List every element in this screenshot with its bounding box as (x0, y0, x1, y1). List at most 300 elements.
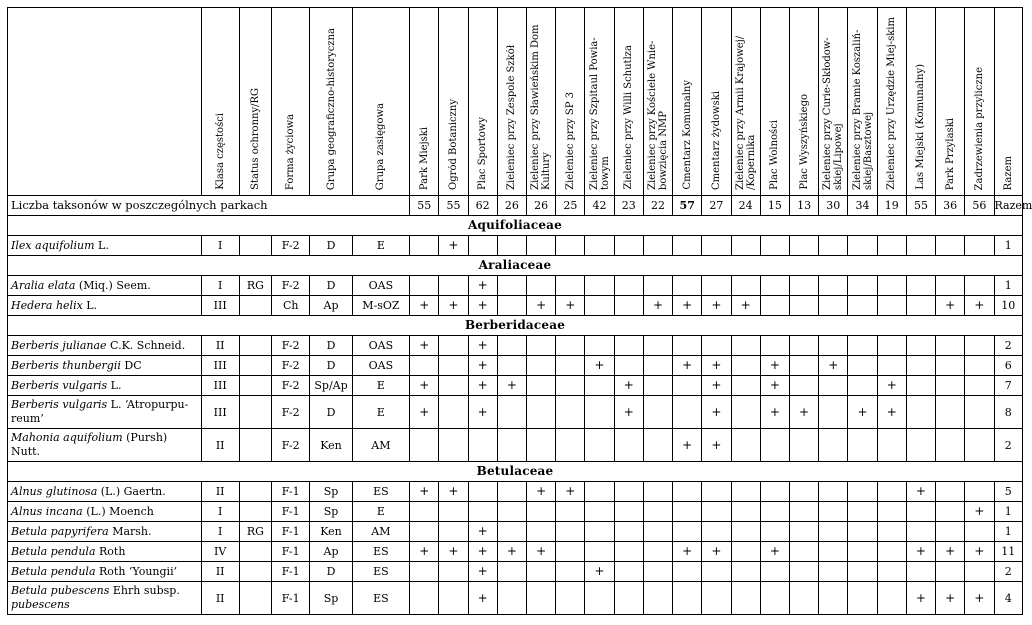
presence-cell (848, 236, 877, 256)
species-author: Roth ‘Youngii’ (95, 564, 178, 578)
grupa-zas-cell: E (352, 502, 409, 522)
presence-cell: + (439, 542, 468, 562)
presence-cell (731, 376, 760, 396)
presence-cell (585, 336, 614, 356)
presence-cell: + (468, 296, 497, 316)
presence-cell (848, 542, 877, 562)
presence-cell (556, 502, 585, 522)
presence-cell: + (410, 542, 439, 562)
column-header-label: Park Przylaski (944, 117, 956, 190)
forma-cell: F-2 (272, 236, 310, 256)
presence-cell: + (877, 396, 906, 429)
presence-cell (965, 376, 994, 396)
column-header-label: Las Miejski (Komunalny) (915, 64, 927, 190)
species-name (8, 542, 202, 562)
column-header-label: Plac Wyszyńskiego (798, 94, 810, 190)
species-author: L. (82, 298, 98, 312)
presence-cell (643, 276, 672, 296)
presence-cell (556, 236, 585, 256)
presence-cell (965, 276, 994, 296)
presence-cell (906, 296, 935, 316)
presence-cell (965, 336, 994, 356)
grupa-zas-cell: ES (352, 582, 409, 615)
presence-cell (936, 429, 965, 462)
column-header-label: Plac Sportowy (477, 117, 489, 190)
presence-cell (527, 582, 556, 615)
column-header-label: Zieleniec przy Armii Krajowej/ /Kopernika (734, 35, 757, 190)
grupa-geo-cell: Ap (310, 296, 352, 316)
grupa-zas-cell: E (352, 236, 409, 256)
family-row (8, 462, 1023, 482)
species-latin-name-2: pubescens (11, 598, 70, 611)
total-cell: 10 (994, 296, 1023, 316)
presence-cell (614, 502, 643, 522)
species-author: (L.) Gaertn. (97, 484, 166, 498)
presence-cell (848, 296, 877, 316)
species-row (8, 502, 1023, 522)
species-latin-name: Betula pendula (11, 544, 96, 558)
presence-cell (439, 276, 468, 296)
presence-cell: + (468, 376, 497, 396)
presence-cell (673, 236, 702, 256)
grupa-geo-cell: D (310, 396, 352, 429)
presence-cell: + (556, 296, 585, 316)
presence-cell: + (673, 542, 702, 562)
total-cell: 2 (994, 562, 1023, 582)
status-cell (239, 336, 271, 356)
table-body (8, 196, 1032, 615)
presence-cell (643, 356, 672, 376)
column-header (936, 8, 965, 196)
grupa-geo-cell: D (310, 356, 352, 376)
presence-cell (731, 336, 760, 356)
presence-cell (643, 429, 672, 462)
presence-cell (643, 582, 672, 615)
presence-cell: + (760, 376, 789, 396)
presence-cell (760, 429, 789, 462)
presence-cell: + (410, 376, 439, 396)
column-header-label: Zieleniec przy Willi Schutlza (623, 45, 635, 190)
count-cell: 56 (965, 196, 994, 216)
presence-cell (702, 522, 731, 542)
count-cell: 23 (614, 196, 643, 216)
presence-cell (410, 356, 439, 376)
presence-cell (906, 502, 935, 522)
presence-cell (439, 396, 468, 429)
presence-cell (614, 582, 643, 615)
count-cell: 19 (877, 196, 906, 216)
species-author: Ehrh subsp. (109, 584, 180, 597)
presence-cell (643, 522, 672, 542)
presence-cell (789, 542, 818, 562)
grupa-geo-cell: Sp (310, 482, 352, 502)
presence-cell (439, 336, 468, 356)
presence-cell (439, 356, 468, 376)
grupa-zas-cell: ES (352, 482, 409, 502)
presence-cell (585, 582, 614, 615)
column-header-label: Zieleniec przy Bramie Koszaliń-skiej/Basztowej (851, 29, 874, 190)
status-cell (239, 236, 271, 256)
grupa-geo-cell: D (310, 336, 352, 356)
column-header (239, 8, 271, 196)
presence-cell: + (497, 542, 526, 562)
presence-cell: + (410, 482, 439, 502)
presence-cell: + (848, 396, 877, 429)
presence-cell (819, 542, 848, 562)
species-name (8, 376, 202, 396)
presence-cell (819, 429, 848, 462)
klasa-cell: III (201, 296, 239, 316)
presence-cell: + (731, 296, 760, 316)
presence-cell (527, 502, 556, 522)
species-latin-name: Berberis vulgaris (11, 398, 108, 411)
species-row (8, 522, 1023, 542)
forma-cell: F-2 (272, 396, 310, 429)
presence-cell (497, 482, 526, 502)
family-row (8, 316, 1023, 336)
presence-cell (936, 336, 965, 356)
count-cell: 22 (643, 196, 672, 216)
presence-cell (556, 542, 585, 562)
grupa-zas-cell: OAS (352, 276, 409, 296)
presence-cell (877, 429, 906, 462)
presence-cell (556, 276, 585, 296)
presence-cell (527, 522, 556, 542)
species-row (8, 562, 1023, 582)
presence-cell (497, 296, 526, 316)
presence-cell: + (585, 356, 614, 376)
presence-cell (731, 482, 760, 502)
status-cell (239, 396, 271, 429)
presence-cell (877, 502, 906, 522)
presence-cell (556, 376, 585, 396)
presence-cell (497, 582, 526, 615)
presence-cell (673, 502, 702, 522)
species-latin-name: Alnus glutinosa (11, 484, 98, 498)
species-author: L. ‘Atropurpu-reum’ (11, 398, 189, 425)
total-cell: 4 (994, 582, 1023, 615)
presence-cell (439, 502, 468, 522)
presence-cell (643, 502, 672, 522)
column-header-label: Zieleniec przy Sławieńskim Dom Kultury (530, 24, 553, 190)
presence-cell (527, 276, 556, 296)
presence-cell (673, 376, 702, 396)
presence-cell: + (673, 356, 702, 376)
species-latin-name: Berberis vulgaris (11, 378, 108, 392)
presence-cell (614, 336, 643, 356)
presence-cell (614, 236, 643, 256)
presence-cell: + (643, 296, 672, 316)
presence-cell (614, 482, 643, 502)
presence-cell (906, 356, 935, 376)
species-latin-name: Betula papyrifera (11, 524, 109, 538)
column-header (819, 8, 848, 196)
column-header (497, 8, 526, 196)
presence-cell: + (936, 542, 965, 562)
presence-cell (760, 296, 789, 316)
species-author: Marsh. (108, 524, 152, 538)
presence-cell (819, 482, 848, 502)
species-name (8, 582, 202, 615)
status-cell: RG (239, 276, 271, 296)
column-header (994, 8, 1023, 196)
presence-cell (585, 236, 614, 256)
presence-cell: + (468, 336, 497, 356)
presence-cell (819, 562, 848, 582)
klasa-cell: II (201, 482, 239, 502)
species-row (8, 276, 1023, 296)
klasa-cell: II (201, 582, 239, 615)
count-cell: 42 (585, 196, 614, 216)
total-cell: 2 (994, 429, 1023, 462)
presence-cell (643, 376, 672, 396)
presence-cell (789, 276, 818, 296)
column-header-label: Ogród Botaniczny (447, 99, 459, 190)
total-cell: 6 (994, 356, 1023, 376)
presence-cell (702, 236, 731, 256)
column-header-label: Zieleniec przy Kościele Wnie-bowzięcia NMP (646, 40, 669, 190)
presence-cell (906, 376, 935, 396)
total-cell: 1 (994, 522, 1023, 542)
presence-cell (848, 376, 877, 396)
presence-cell: + (760, 396, 789, 429)
header-corner (8, 8, 202, 196)
klasa-cell: III (201, 356, 239, 376)
family-name: Aquifoliaceae (8, 216, 1023, 236)
presence-cell (468, 429, 497, 462)
column-header-label: Zieleniec przy Zespole Szkół (506, 45, 518, 190)
presence-cell (906, 522, 935, 542)
species-name (8, 429, 202, 462)
presence-cell (702, 582, 731, 615)
presence-cell (497, 356, 526, 376)
presence-cell (965, 562, 994, 582)
klasa-cell: II (201, 562, 239, 582)
presence-cell (877, 296, 906, 316)
column-header-label: Park Miejski (418, 126, 430, 190)
species-name (8, 276, 202, 296)
count-cell: 55 (906, 196, 935, 216)
presence-cell (731, 429, 760, 462)
presence-cell (877, 582, 906, 615)
grupa-zas-cell: OAS (352, 356, 409, 376)
presence-cell (410, 276, 439, 296)
species-author: DC (120, 358, 142, 372)
presence-cell (585, 429, 614, 462)
presence-cell (527, 356, 556, 376)
presence-cell (497, 396, 526, 429)
forma-cell: Ch (272, 296, 310, 316)
presence-cell (731, 396, 760, 429)
presence-cell (614, 522, 643, 542)
presence-cell (848, 562, 877, 582)
forma-cell: F-1 (272, 582, 310, 615)
presence-cell: + (585, 562, 614, 582)
grupa-zas-cell: OAS (352, 336, 409, 356)
status-cell (239, 356, 271, 376)
presence-cell (497, 522, 526, 542)
species-row (8, 236, 1023, 256)
presence-cell (439, 376, 468, 396)
species-name (8, 336, 202, 356)
presence-cell: + (965, 296, 994, 316)
klasa-cell: I (201, 276, 239, 296)
column-header (527, 8, 556, 196)
presence-cell (936, 396, 965, 429)
presence-cell (585, 296, 614, 316)
presence-cell (906, 276, 935, 296)
presence-cell (877, 522, 906, 542)
presence-cell: + (439, 482, 468, 502)
species-row (8, 482, 1023, 502)
klasa-cell: IV (201, 542, 239, 562)
count-cell: 62 (468, 196, 497, 216)
presence-cell (789, 429, 818, 462)
presence-cell (877, 236, 906, 256)
count-cell: 36 (936, 196, 965, 216)
family-name: Berberidaceae (8, 316, 1023, 336)
presence-cell (673, 336, 702, 356)
species-name (8, 396, 202, 429)
species-name (8, 296, 202, 316)
total-cell: 2 (994, 336, 1023, 356)
column-header (965, 8, 994, 196)
column-header-label: Klasa częstości (214, 113, 226, 190)
presence-cell (877, 356, 906, 376)
presence-cell (439, 522, 468, 542)
presence-cell (819, 296, 848, 316)
presence-cell: + (936, 582, 965, 615)
column-header (906, 8, 935, 196)
presence-cell (789, 236, 818, 256)
presence-cell: + (527, 296, 556, 316)
presence-cell (877, 542, 906, 562)
presence-cell (527, 236, 556, 256)
presence-cell (848, 582, 877, 615)
presence-cell (585, 376, 614, 396)
status-cell (239, 562, 271, 582)
presence-cell: + (614, 376, 643, 396)
presence-cell (702, 482, 731, 502)
presence-cell: + (877, 376, 906, 396)
presence-cell: + (410, 396, 439, 429)
column-header (877, 8, 906, 196)
presence-cell: + (702, 429, 731, 462)
presence-cell (614, 276, 643, 296)
presence-cell (789, 562, 818, 582)
presence-cell (497, 236, 526, 256)
species-author: (Miq.) Seem. (75, 278, 151, 292)
column-header (760, 8, 789, 196)
presence-cell (906, 396, 935, 429)
family-row (8, 256, 1023, 276)
presence-cell (936, 236, 965, 256)
species-row (8, 356, 1023, 376)
presence-cell (936, 562, 965, 582)
count-cell: 26 (497, 196, 526, 216)
presence-cell (556, 429, 585, 462)
column-header-label: Zieleniec przy Urzędzie Miej-skim (886, 17, 898, 190)
presence-cell: + (468, 522, 497, 542)
species-author: C.K. Schneid. (106, 338, 186, 352)
presence-cell (585, 542, 614, 562)
presence-cell (527, 429, 556, 462)
species-author: (Pursh) Nutt. (11, 431, 168, 458)
presence-cell (614, 562, 643, 582)
forma-cell: F-1 (272, 482, 310, 502)
presence-cell: + (673, 296, 702, 316)
klasa-cell: I (201, 236, 239, 256)
presence-cell (643, 482, 672, 502)
presence-cell (614, 356, 643, 376)
count-cell: 25 (556, 196, 585, 216)
column-header (643, 8, 672, 196)
species-name (8, 522, 202, 542)
presence-cell (936, 276, 965, 296)
grupa-geo-cell: D (310, 562, 352, 582)
grupa-zas-cell: E (352, 396, 409, 429)
presence-cell: + (468, 582, 497, 615)
presence-cell (848, 429, 877, 462)
presence-cell (848, 356, 877, 376)
family-name: Betulaceae (8, 462, 1023, 482)
grupa-geo-cell: Sp/Ap (310, 376, 352, 396)
presence-cell (789, 336, 818, 356)
species-row (8, 296, 1023, 316)
presence-cell: + (527, 482, 556, 502)
status-cell (239, 296, 271, 316)
family-row (8, 216, 1023, 236)
count-cell: 57 (673, 196, 702, 216)
presence-cell (497, 336, 526, 356)
presence-cell (527, 562, 556, 582)
count-cell: 26 (527, 196, 556, 216)
presence-cell: + (556, 482, 585, 502)
forma-cell: F-2 (272, 276, 310, 296)
presence-cell (497, 429, 526, 462)
presence-cell (585, 522, 614, 542)
presence-cell (673, 396, 702, 429)
total-cell: 7 (994, 376, 1023, 396)
presence-cell (468, 236, 497, 256)
forma-cell: F-2 (272, 356, 310, 376)
presence-cell (965, 356, 994, 376)
presence-cell (614, 296, 643, 316)
species-name (8, 502, 202, 522)
presence-cell: + (439, 296, 468, 316)
presence-cell: + (760, 542, 789, 562)
forma-cell: F-2 (272, 336, 310, 356)
presence-cell: + (760, 356, 789, 376)
species-author: L. (107, 378, 122, 392)
column-header (789, 8, 818, 196)
column-header (468, 8, 497, 196)
presence-cell (673, 582, 702, 615)
grupa-geo-cell: Sp (310, 582, 352, 615)
presence-cell (789, 376, 818, 396)
column-header-label: Plac Wolności (769, 120, 781, 190)
presence-cell (614, 429, 643, 462)
count-row (8, 196, 1023, 216)
presence-cell (643, 236, 672, 256)
presence-cell (965, 522, 994, 542)
presence-cell (556, 562, 585, 582)
presence-cell: + (439, 236, 468, 256)
presence-cell (936, 356, 965, 376)
species-name (8, 356, 202, 376)
grupa-zas-cell: ES (352, 542, 409, 562)
presence-cell (410, 502, 439, 522)
